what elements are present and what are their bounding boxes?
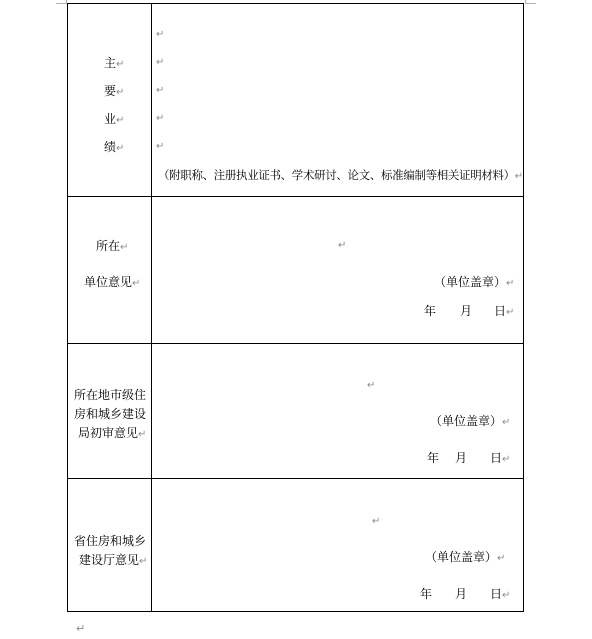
city-opinion-row	[68, 343, 523, 479]
unit-opinion-row	[68, 196, 523, 344]
city-opinion-label-cell	[68, 343, 152, 478]
page-corner-mark-left	[56, 0, 67, 4]
province-date-year: 年	[420, 587, 433, 601]
achievements-label-char: 主↵	[104, 56, 125, 70]
unit-date-year: 年	[424, 304, 437, 318]
city-date-month: 月	[455, 451, 468, 465]
paragraph-mark: ↵	[156, 29, 165, 40]
city-date-year: 年	[427, 451, 440, 465]
paragraph-mark: ↵	[156, 57, 165, 68]
achievements-label-char: 业↵	[104, 112, 125, 126]
unit-opinion-label-line1: 所在↵	[96, 239, 129, 253]
province-opinion-label-cell	[68, 478, 152, 612]
city-opinion-label-line2: 房和城乡建设	[74, 407, 147, 421]
city-opinion-label-line1: 所在地市级住	[74, 388, 147, 402]
achievements-label-char: 绩↵	[104, 140, 125, 154]
achievements-note: （附职称、注册执业证书、学术研讨、论文、标准编制等相关证明材料）↵	[158, 168, 523, 182]
province-opinion-label-line2: 建设厅意见↵	[79, 553, 148, 567]
trailing-paragraph-mark: ↵	[76, 622, 86, 635]
application-form-table	[67, 3, 524, 612]
province-seal-label: （单位盖章）↵	[425, 550, 506, 564]
unit-seal-label: （单位盖章）↵	[434, 275, 515, 289]
paragraph-mark: ↵	[156, 113, 165, 124]
province-date-day: 日↵	[490, 587, 511, 601]
achievements-input-cell[interactable]	[152, 4, 523, 196]
unit-opinion-label-cell	[68, 196, 152, 343]
province-opinion-row	[68, 478, 523, 612]
unit-date-month: 月	[460, 304, 473, 318]
paragraph-mark: ↵	[338, 240, 347, 251]
unit-date-day: 日↵	[494, 304, 515, 318]
achievements-label-cell	[68, 4, 152, 196]
paragraph-mark: ↵	[367, 380, 376, 391]
paragraph-mark: ↵	[372, 516, 381, 527]
city-opinion-input-cell[interactable]	[152, 343, 523, 478]
city-opinion-label-line3: 局初审意见↵	[78, 426, 147, 440]
paragraph-mark: ↵	[156, 85, 165, 96]
province-opinion-input-cell[interactable]	[152, 478, 523, 612]
paragraph-mark: ↵	[156, 141, 165, 152]
province-opinion-label-line1: 省住房和城乡	[74, 534, 147, 548]
unit-opinion-label-line2: 单位意见↵	[84, 275, 141, 289]
city-seal-label: （单位盖章）↵	[430, 414, 511, 428]
page-corner-mark-right	[525, 0, 536, 4]
province-date-month: 月	[455, 587, 468, 601]
achievements-label-char: 要↵	[104, 84, 125, 98]
unit-opinion-input-cell[interactable]	[152, 196, 523, 343]
city-date-day: 日↵	[490, 451, 511, 465]
achievements-row	[68, 4, 523, 197]
